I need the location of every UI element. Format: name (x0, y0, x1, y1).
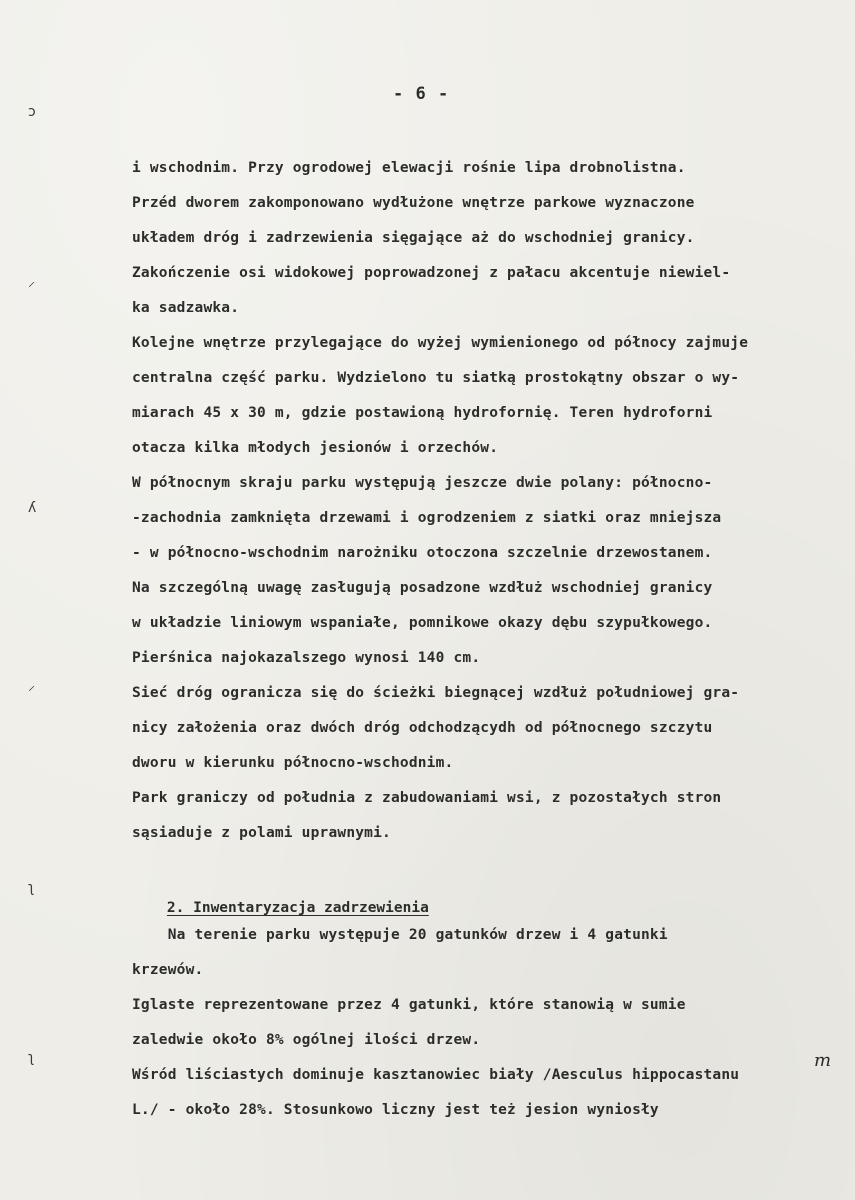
body-line: zaledwie około 8% ogólnej ilości drzew. (132, 1032, 481, 1048)
body-line: Wśród liściastych dominuje kasztanowiec biały /Aesculus hippocastanu (132, 1067, 740, 1083)
body-line: dworu w kierunku północno-wschodnim. (132, 755, 454, 771)
body-line: W północnym skraju parku występują jeszcze dwie polany: północno- (132, 475, 713, 491)
body-line: Kolejne wnętrze przylegające do wyżej wymienionego od północy zajmuje (132, 335, 749, 351)
body-line: ka sadzawka. (132, 300, 240, 316)
handwritten-correction: m (814, 1050, 832, 1071)
body-line: centralna część parku. Wydzielono tu siatką prostokątny obszar o wy- (132, 370, 740, 386)
body-line: otacza kilka młodych jesionów i orzechów. (132, 440, 499, 456)
body-line: Na terenie parku występuje 20 gatunków drzew i 4 gatunki (132, 927, 668, 943)
margin-tick-mark: ↄ (28, 104, 36, 120)
body-line: i wschodnim. Przy ogrodowej elewacji rośnie lipa drobnolistna. (132, 160, 686, 176)
body-line: Na szczególną uwagę zasługują posadzone wzdłuż wschodniej granicy (132, 580, 713, 596)
margin-tick-mark: ⸝ (28, 274, 35, 290)
body-line: w układzie liniowym wspaniałe, pomnikowe okazy dębu szypułkowego. (132, 615, 713, 631)
body-line: Iglaste reprezentowane przez 4 gatunki, które stanowią w sumie (132, 997, 686, 1013)
margin-tick-mark: ⸝ (28, 678, 35, 694)
body-line: krzewów. (132, 962, 204, 978)
body-line: sąsiaduje z polami uprawnymi. (132, 825, 391, 841)
body-line: - w północno-wschodnim narożniku otoczona szczelnie drzewostanem. (132, 545, 713, 561)
page-number: - 6 - (393, 84, 450, 104)
margin-tick-mark: ʅ (28, 1050, 35, 1066)
body-line: Zakończenie osi widokowej poprowadzonej z pałacu akcentuje niewiel- (132, 265, 731, 281)
margin-tick-mark: ʎ (28, 500, 37, 516)
body-line: Park graniczy od południa z zabudowaniami wsi, z pozostałych stron (132, 790, 722, 806)
margin-tick-mark: ʅ (28, 880, 35, 896)
body-line: L./ - około 28%. Stosunkowo liczny jest też jesion wyniosły (132, 1102, 659, 1118)
body-line: Sieć dróg ogranicza się do ścieżki biegnącej wzdłuż południowej gra- (132, 685, 740, 701)
section-heading-text: 2. Inwentaryzacja zadrzewienia (166, 900, 429, 916)
body-line: miarach 45 x 30 m, gdzie postawioną hydrofornię. Teren hydroforni (132, 405, 713, 421)
body-line: nicy założenia oraz dwóch dróg odchodzącydh od północnego szczytu (132, 720, 713, 736)
body-line: Przéd dworem zakomponowano wydłużone wnętrze parkowe wyznaczone (132, 195, 695, 211)
body-line: -zachodnia zamknięta drzewami i ogrodzeniem z siatki oraz mniejsza (132, 510, 722, 526)
body-line: układem dróg i zadrzewienia sięgające aż do wschodniej granicy. (132, 230, 695, 246)
body-line: Pierśnica najokazalszego wynosi 140 cm. (132, 650, 481, 666)
